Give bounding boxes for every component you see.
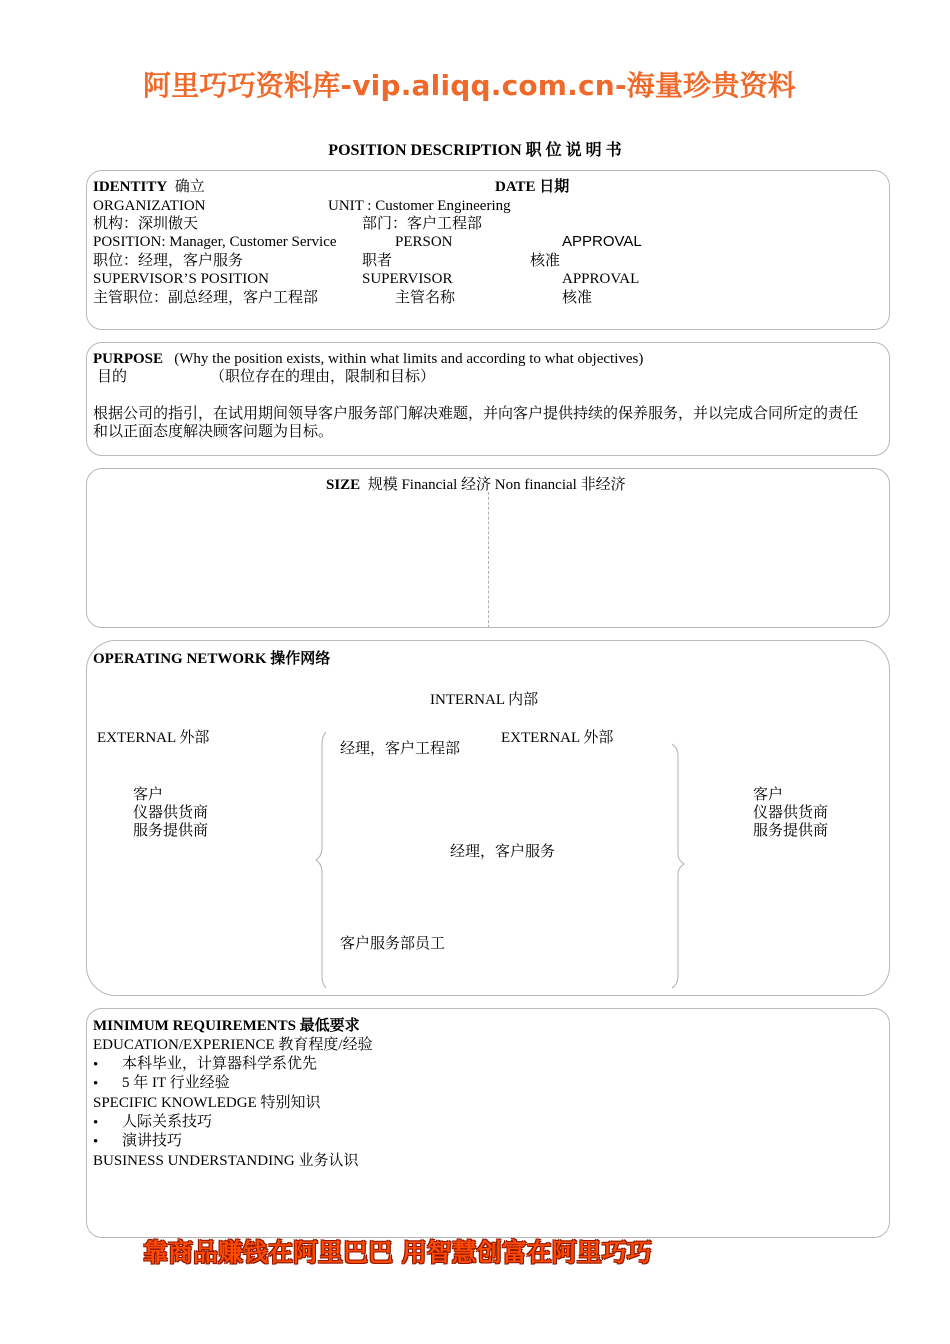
organization-value-cn: 机构：深圳傲天	[93, 216, 199, 232]
footer-watermark-banner: 靠商品赚钱在阿里巴巴 用智慧创富在阿里巧巧	[143, 1238, 652, 1267]
purpose-heading-cn: 目的	[97, 369, 128, 385]
header-watermark-banner: 阿里巧巧资料库-vip.aliqq.com.cn-海量珍贵资料	[143, 69, 796, 102]
network-heading: OPERATING NETWORK 操作网络	[93, 651, 331, 667]
knowledge-item-1: 演讲技巧	[122, 1133, 183, 1149]
internal-label: INTERNAL 内部	[430, 692, 539, 708]
education-heading: EDUCATION/EXPERIENCE 教育程度/经验	[93, 1037, 373, 1053]
page-title: POSITION DESCRIPTION 职 位 说 明 书	[328, 142, 622, 159]
size-divider	[488, 492, 489, 628]
unit-value-cn: 部门：客户工程部	[362, 216, 483, 232]
bullet-icon: •	[93, 1115, 99, 1131]
manager-service-node: 经理，客户服务	[450, 844, 556, 860]
right-item-1: 仪器供货商	[753, 805, 829, 821]
knowledge-heading: SPECIFIC KNOWLEDGE 特别知识	[93, 1095, 321, 1111]
size-heading: SIZE 规模 Financial 经济 Non financial 非经济	[326, 477, 626, 493]
position-value-cn: 职位：经理，客户服务	[93, 253, 244, 269]
identity-heading: IDENTITY 确立	[93, 179, 205, 195]
left-item-0: 客户	[133, 787, 164, 803]
approval-label: APPROVAL	[562, 233, 642, 250]
supervisor-label-cn: 主管名称	[395, 290, 456, 306]
purpose-text-line1: 根据公司的指引，在试用期间领导客户服务部门解决难题，并向客户提供持续的保养服务，并以完成合同所定的责任	[93, 406, 859, 422]
unit-label: UNIT : Customer Engineering	[328, 198, 511, 214]
purpose-heading: PURPOSE (Why the position exists, within what limits and according to what objectives)	[93, 351, 644, 367]
supervisor-position-value-cn: 主管职位：副总经理，客户工程部	[93, 290, 319, 306]
person-label: PERSON	[395, 234, 453, 250]
supervisor-position-label: SUPERVISOR’S POSITION	[93, 271, 269, 287]
supervisor-approval-label: APPROVAL	[562, 271, 640, 287]
supervisor-approval-label-cn: 核准	[562, 290, 593, 306]
right-item-2: 服务提供商	[753, 823, 829, 839]
person-label-cn: 职者	[362, 253, 393, 269]
manager-engineering-node: 经理，客户工程部	[340, 741, 461, 757]
knowledge-item-0: 人际关系技巧	[122, 1114, 213, 1130]
education-item-1: 5 年 IT 行业经验	[122, 1075, 230, 1091]
date-label: DATE 日期	[495, 179, 570, 195]
staff-node: 客户服务部员工	[340, 936, 446, 952]
business-heading: BUSINESS UNDERSTANDING 业务认识	[93, 1153, 359, 1169]
purpose-text-line2: 和以正面态度解决顾客问题为目标。	[93, 424, 334, 440]
education-item-0: 本科毕业，计算器科学系优先	[122, 1056, 318, 1072]
bullet-icon: •	[93, 1134, 99, 1150]
requirements-heading: MINIMUM REQUIREMENTS 最低要求	[93, 1018, 360, 1034]
bullet-icon: •	[93, 1057, 99, 1073]
left-item-2: 服务提供商	[133, 823, 209, 839]
organization-label: ORGANIZATION	[93, 198, 206, 214]
external-right-label: EXTERNAL 外部	[501, 730, 614, 746]
right-item-0: 客户	[753, 787, 784, 803]
external-left-label: EXTERNAL 外部	[97, 730, 210, 746]
position-label: POSITION: Manager, Customer Service	[93, 234, 337, 250]
bullet-icon: •	[93, 1076, 99, 1092]
approval-label-cn: 核准	[530, 253, 561, 269]
purpose-subtitle-cn: （职位存在的理由，限制和目标）	[210, 369, 436, 385]
supervisor-label: SUPERVISOR	[362, 271, 453, 287]
left-item-1: 仪器供货商	[133, 805, 209, 821]
